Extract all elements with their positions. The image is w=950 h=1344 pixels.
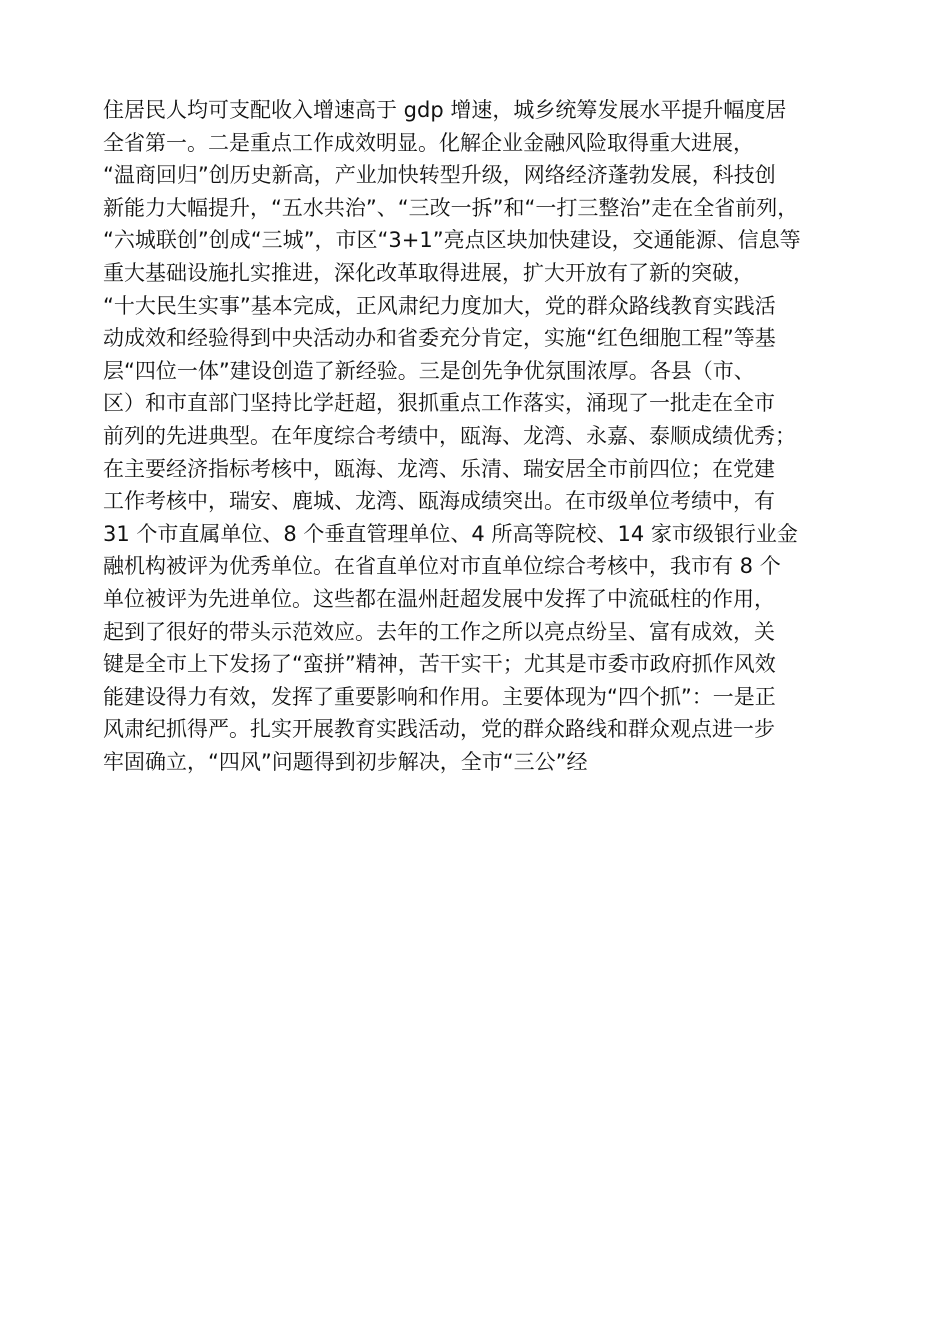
- text-line: 全省第一。二是重点工作成效明显。化解企业金融风险取得重大进展，: [103, 130, 754, 155]
- text-line: 风肃纪抓得严。扎实开展教育实践活动，党的群众路线和群众观点进一步: [103, 717, 775, 742]
- text-line: 区）和市直部门坚持比学赶超，狠抓重点工作落实，涌现了一批走在全市: [103, 391, 775, 416]
- text-line: 住居民人均可支配收入增速高于 gdp 增速，城乡统筹发展水平提升幅度居: [103, 98, 787, 122]
- text-line: “十大民生实事”基本完成，正风肃纪力度加大，党的群众路线教育实践活: [103, 293, 776, 318]
- text-line: 牢固确立，“四风”问题得到初步解决，全市“三公”经: [103, 749, 588, 774]
- text-line: 键是全市上下发扬了“蛮拼”精神，苦干实干；尤其是市委市政府抓作风效: [103, 652, 776, 677]
- text-line: “温商回归”创历史新高，产业加快转型升级，网络经济蓬勃发展，科技创: [103, 163, 776, 188]
- text-line: “六城联创”创成“三城”，市区“3+1”亮点区块加快建设，交通能源、信息等: [103, 228, 801, 253]
- text-line: 31 个市直属单位、8 个垂直管理单位、4 所高等院校、14 家市级银行业金: [103, 521, 798, 546]
- text-line: 能建设得力有效，发挥了重要影响和作用。主要体现为“四个抓”：一是正: [103, 684, 776, 709]
- text-line: 重大基础设施扎实推进，深化改革取得进展，扩大开放有了新的突破，: [103, 260, 754, 285]
- text-line: 在主要经济指标考核中，瓯海、龙湾、乐清、瑞安居全市前四位；在党建: [103, 456, 775, 481]
- text-line: 前列的先进典型。在年度综合考绩中，瓯海、龙湾、永嘉、泰顺成绩优秀；: [103, 423, 796, 448]
- text-line: 单位被评为先进单位。这些都在温州赶超发展中发挥了中流砥柱的作用，: [103, 586, 775, 611]
- text-line: 工作考核中，瑞安、鹿城、龙湾、瓯海成绩突出。在市级单位考绩中，有: [103, 489, 775, 514]
- text-line: 层“四位一体”建设创造了新经验。三是创先争优氛围浓厚。各县（市、: [103, 358, 755, 383]
- text-line: 融机构被评为优秀单位。在省直单位对市直单位综合考核中，我市有 8 个: [103, 554, 781, 579]
- body-paragraph: [103, 94, 863, 778]
- text-line: 起到了很好的带头示范效应。去年的工作之所以亮点纷呈、富有成效，关: [103, 619, 775, 644]
- text-line: 新能力大幅提升，“五水共治”、“三改一拆”和“一打三整治”走在全省前列，: [103, 195, 799, 220]
- text-line: 动成效和经验得到中央活动办和省委充分肯定，实施“红色细胞工程”等基: [103, 326, 776, 351]
